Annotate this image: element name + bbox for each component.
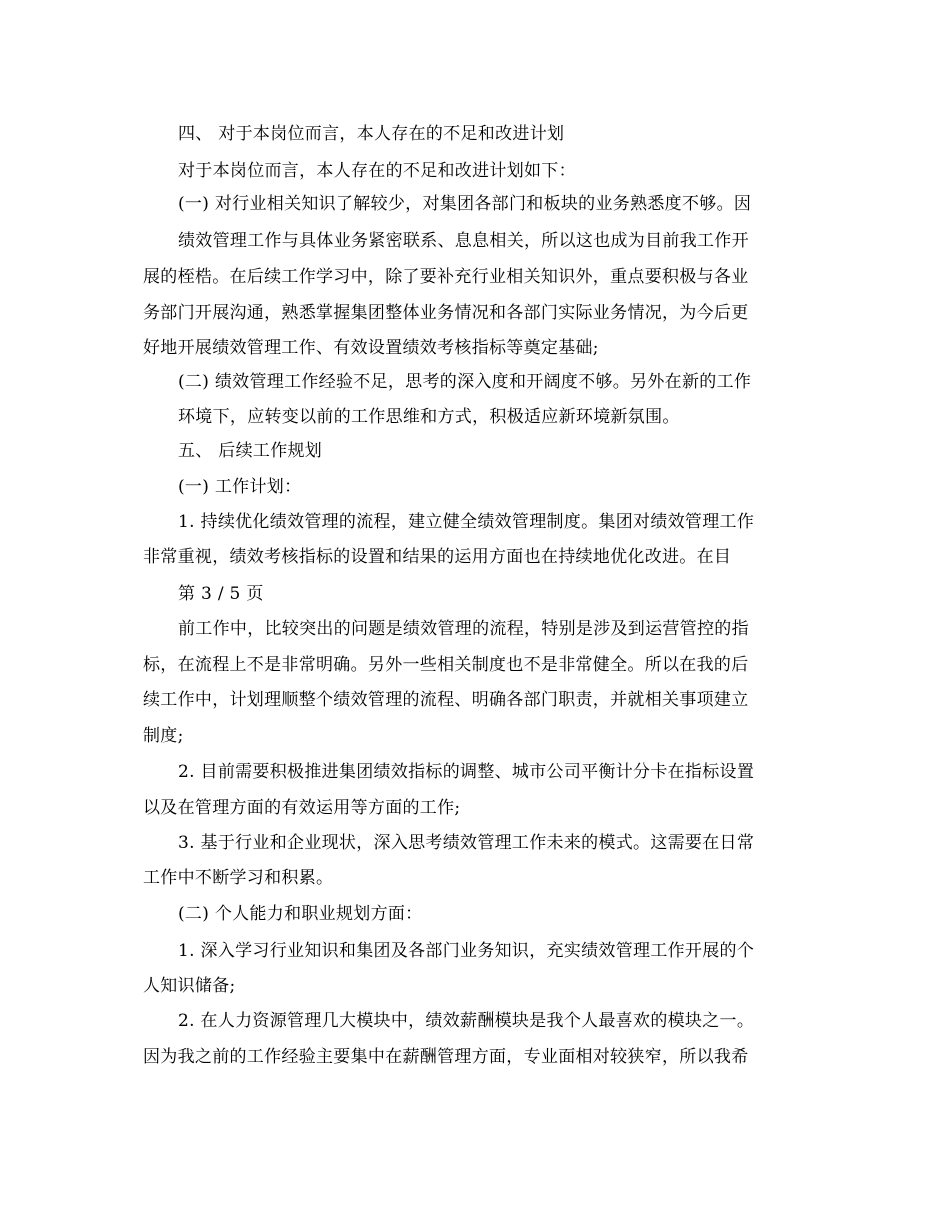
paragraph-line: 工作中不断学习和积累。 [143, 868, 334, 888]
paragraph-line: (一) 对行业相关知识了解较少，对集团各部门和板块的业务熟悉度不够。因 [178, 194, 752, 214]
paragraph-line: 制度; [143, 726, 184, 746]
paragraph-line: 好地开展绩效管理工作、有效设置绩效考核指标等奠定基础; [143, 338, 599, 358]
paragraph-line: 续工作中，计划理顺整个绩效管理的流程、明确各部门职责，并就相关事项建立 [143, 690, 749, 710]
paragraph-line: 环境下，应转变以前的工作思维和方式，积极适应新环境新氛围。 [178, 407, 680, 427]
section-heading-five: 五、 后续工作规划 [178, 441, 323, 461]
subsection-heading: (一) 工作计划： [178, 477, 302, 497]
paragraph-line: 标，在流程上不是非常明确。另外一些相关制度也不是非常健全。所以在我的后 [143, 655, 749, 675]
section-heading-four: 四、 对于本岗位而言，本人存在的不足和改进计划 [178, 124, 565, 144]
paragraph-line: 以及在管理方面的有效运用等方面的工作; [143, 798, 461, 818]
paragraph-line: 2. 目前需要积极推进集团绩效指标的调整、城市公司平衡计分卡在指标设置 [178, 762, 755, 782]
paragraph-line: 3. 基于行业和企业现状，深入思考绩效管理工作未来的模式。这需要在日常 [178, 833, 755, 853]
paragraph-line: 1. 深入学习行业知识和集团及各部门业务知识，充实绩效管理工作开展的个 [178, 941, 755, 961]
paragraph-line: 2. 在人力资源管理几大模块中，绩效薪酬模块是我个人最喜欢的模块之一。 [178, 1011, 755, 1031]
paragraph-line: 务部门开展沟通，熟悉掌握集团整体业务情况和各部门实际业务情况，为今后更 [143, 303, 749, 323]
paragraph-line: 前工作中，比较突出的问题是绩效管理的流程，特别是涉及到运营管控的指 [178, 619, 749, 639]
paragraph-line: 人知识储备; [143, 976, 236, 996]
paragraph-line: 因为我之前的工作经验主要集中在薪酬管理方面，专业面相对较狭窄，所以我希 [143, 1047, 749, 1067]
page-number: 第 3 / 5 页 [178, 584, 264, 604]
paragraph-line: 对于本岗位而言，本人存在的不足和改进计划如下： [178, 161, 576, 181]
paragraph-line: 1. 持续优化绩效管理的流程，建立健全绩效管理制度。集团对绩效管理工作 [178, 512, 755, 532]
paragraph-line: (二) 绩效管理工作经验不足，思考的深入度和开阔度不够。另外在新的工作 [178, 372, 752, 392]
paragraph-line: 非常重视，绩效考核指标的设置和结果的运用方面也在持续地优化改进。在目 [143, 547, 732, 567]
subsection-heading: (二) 个人能力和职业规划方面： [178, 904, 423, 924]
paragraph-line: 展的桎梏。在后续工作学习中，除了要补充行业相关知识外，重点要积极与各业 [143, 267, 749, 287]
paragraph-line: 绩效管理工作与具体业务紧密联系、息息相关，所以这也成为目前我工作开 [178, 231, 749, 251]
